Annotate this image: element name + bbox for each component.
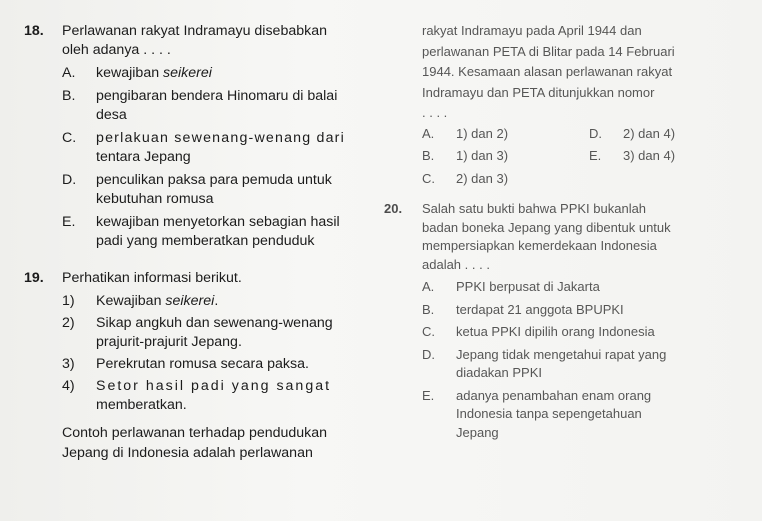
option-a[interactable]: A. kewajiban seikerei xyxy=(62,65,212,81)
option-e[interactable]: E. 3) dan 4) xyxy=(589,148,676,163)
option-e[interactable]: E. kewajiban menyetorkan sebagian hasil padi yang memberatkan penduduk xyxy=(62,214,340,249)
question-stem: Perlawanan rakyat Indramayu disebabkan oleh adanya . . . . xyxy=(62,23,327,58)
option-c[interactable]: C. perlakuan sewenang-wenang dari tentara Jepang xyxy=(62,130,345,165)
info-item-4: 4) Setor hasil padi yang sangat memberatkan. xyxy=(62,378,332,413)
question-19-closing: Contoh perlawanan terhadap pendudukan Jepang di Indonesia adalah perlawanan xyxy=(62,425,328,461)
question-stem: Perhatikan informasi berikut. xyxy=(62,270,242,286)
question-19-options xyxy=(384,125,756,189)
option-e[interactable]: E. adanya penambahan enam orang Indonesia tanpa sepengetahuan Jepang xyxy=(422,387,652,440)
option-b[interactable]: B. pengibaran bendera Hinomaru di balai desa xyxy=(62,88,338,123)
option-a[interactable]: A. PPKI berpusat di Jakarta xyxy=(422,279,600,294)
option-a[interactable]: A. 1) dan 2) xyxy=(422,125,509,141)
option-d[interactable]: D. 2) dan 4) xyxy=(589,125,676,141)
question-20 xyxy=(384,200,756,442)
option-d[interactable]: D. Jepang tidak mengetahui rapat yang diadakan PPKI xyxy=(422,346,667,380)
option-c[interactable]: C. ketua PPKI dipilih orang Indonesia xyxy=(422,324,655,339)
option-c[interactable]: C. 2) dan 3) xyxy=(422,170,509,186)
option-d[interactable]: D. penculikan paksa para pemuda untuk kebutuhan romusa xyxy=(62,172,332,207)
question-19 xyxy=(24,269,364,415)
info-item-1: 1) Kewajiban seikerei. xyxy=(62,293,219,309)
question-stem: Salah satu bukti bahwa PPKI bukanlah badan boneka Jepang yang dibentuk untuk mempersiapkan kemerdekaan Indonesia adalah . . . . xyxy=(422,201,671,272)
option-b[interactable]: B. terdapat 21 anggota BPUPKI xyxy=(422,301,624,317)
right-column xyxy=(384,22,756,446)
question-number: 18. xyxy=(24,23,44,39)
left-column xyxy=(24,22,364,463)
option-b[interactable]: B. 1) dan 3) xyxy=(422,148,509,163)
question-18 xyxy=(24,22,364,251)
question-number: 19. xyxy=(24,270,44,286)
info-item-3: 3) Perekrutan romusa secara paksa. xyxy=(62,356,309,372)
info-item-2: 2) Sikap angkuh dan sewenang-wenang prajurit-prajurit Jepang. xyxy=(62,315,333,350)
question-19-continuation: rakyat Indramayu pada April 1944 dan perlawanan PETA di Blitar pada 14 Februari 1944. Kesamaan alasan perlawanan rakyat Indramayu dan PETA ditunjukkan nomor . . . . xyxy=(422,23,675,120)
question-number: 20. xyxy=(384,201,403,216)
